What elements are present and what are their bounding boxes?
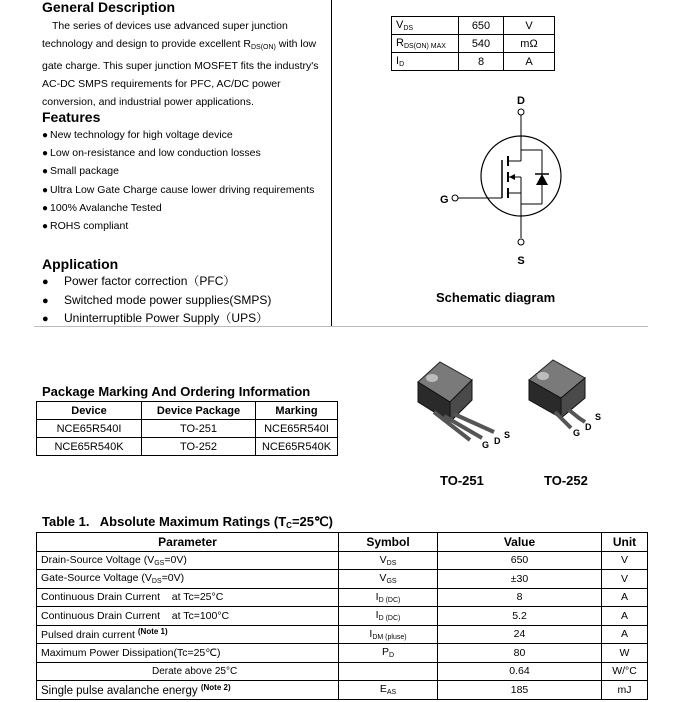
col-header: Device Package	[142, 402, 256, 420]
spec-value: 540	[459, 35, 504, 53]
ratings-table-title: Table 1. Absolute Maximum Ratings $(T_C=25℃)$	[42, 514, 333, 530]
feature-item: ● Ultra Low Gate Charge cause lower driving requirements	[42, 181, 314, 199]
spec-symbol: $R_{DS(ON) MAX}$	[392, 35, 459, 53]
unit-cell: A	[602, 588, 648, 607]
gate-label: G	[440, 194, 449, 206]
body-diode-icon	[536, 174, 548, 185]
param-cell: Maximum Power Dissipation(Tc=25℃)	[37, 644, 339, 663]
application-heading: Application	[42, 256, 119, 272]
value-cell: ±30	[438, 570, 602, 589]
application-item: ● Switched mode power supplies(SMPS)	[42, 292, 272, 307]
pin-d-label: D	[585, 422, 592, 432]
pin-s-label: S	[595, 412, 602, 422]
feature-item: ● 100% Avalanche Tested	[42, 199, 314, 217]
col-header: Unit	[602, 533, 648, 552]
feature-item: ● Small package	[42, 162, 314, 180]
table-row	[37, 607, 648, 626]
spec-unit: A	[504, 53, 555, 71]
pin-g-label: G	[482, 440, 490, 450]
spec-symbol: $I_D$	[392, 53, 459, 71]
to252-package-image	[525, 352, 625, 442]
unit-cell: W	[602, 644, 648, 663]
table-row	[37, 662, 648, 681]
application-item: ● Uninterruptible Power Supply（UPS）	[42, 311, 269, 325]
to251-package-image	[410, 352, 520, 452]
package-label-to252: TO-252	[544, 473, 588, 488]
symbol-cell: $P_D$	[339, 644, 438, 663]
symbol-cell: $V_{DS}$	[339, 551, 438, 570]
desc-line-5: conversion, and industrial power applications.	[42, 96, 254, 108]
desc-line-1: The series of devices use advanced super junction	[52, 20, 288, 32]
drain-label: D	[517, 95, 525, 107]
table-row	[37, 625, 648, 644]
absolute-maximum-ratings-table	[36, 532, 648, 700]
application-item: ● Power factor correction（PFC）	[42, 274, 236, 288]
pin-d-label: D	[494, 436, 501, 446]
table-row	[37, 438, 338, 456]
param-cell: Derate above 25°C	[37, 662, 339, 681]
ordering-table	[36, 401, 338, 456]
table-row	[37, 420, 338, 438]
spec-unit: mΩ	[504, 35, 555, 53]
schematic-caption: Schematic diagram	[436, 290, 556, 305]
value-cell: 185	[438, 681, 602, 700]
value-cell: 650	[438, 551, 602, 570]
pin-g-label: G	[573, 428, 581, 438]
table-cell: NCE65R540K	[256, 438, 338, 456]
symbol-cell	[339, 662, 438, 681]
mosfet-schematic	[420, 90, 620, 270]
table-row	[37, 570, 648, 589]
unit-cell: V	[602, 570, 648, 589]
param-cell: Pulsed drain current $^{(Note 1)}$	[37, 625, 339, 644]
desc-line-2: technology and design to provide excellent $R_{DS(ON)}$ with low	[42, 38, 317, 51]
col-header: Device	[37, 402, 142, 420]
features-list	[42, 126, 314, 235]
table-row	[37, 644, 648, 663]
table-row	[37, 551, 648, 570]
table-cell: TO-252	[142, 438, 256, 456]
feature-item: ● New technology for high voltage device	[42, 126, 314, 144]
table-cell: NCE65R540I	[37, 420, 142, 438]
param-cell: Gate-Source Voltage $(V_{DS}=0V)$	[37, 570, 339, 589]
ordering-heading: Package Marking And Ordering Information	[42, 384, 311, 399]
gate-terminal	[452, 195, 458, 201]
col-header: Parameter	[37, 533, 339, 552]
table-cell: TO-251	[142, 420, 256, 438]
param-cell: Continuous Drain Current at Tc=100°C	[37, 607, 339, 626]
features-heading: Features	[42, 109, 101, 125]
unit-cell: A	[602, 607, 648, 626]
param-cell: Continuous Drain Current at Tc=25°C	[37, 588, 339, 607]
col-header: Symbol	[339, 533, 438, 552]
spec-row	[392, 17, 555, 35]
desc-line-3: gate charge. This super junction MOSFET fits the industry's	[42, 60, 319, 72]
package-label-to251: TO-251	[440, 473, 484, 488]
key-spec-table	[391, 16, 555, 71]
symbol-cell: $I_{D (DC)}$	[339, 607, 438, 626]
value-cell: 5.2	[438, 607, 602, 626]
feature-item: ● ROHS compliant	[42, 217, 314, 235]
general-description-text	[42, 17, 325, 111]
source-terminal	[518, 239, 524, 245]
table-cell: NCE65R540I	[256, 420, 338, 438]
spec-unit: V	[504, 17, 555, 35]
value-cell: 8	[438, 588, 602, 607]
symbol-cell: $V_{GS}$	[339, 570, 438, 589]
unit-cell: mJ	[602, 681, 648, 700]
feature-item: ● Low on-resistance and low conduction losses	[42, 144, 314, 162]
column-divider	[331, 0, 332, 326]
spec-value: 8	[459, 53, 504, 71]
general-description-heading: General Description	[42, 0, 176, 15]
spec-value: 650	[459, 17, 504, 35]
value-cell: 80	[438, 644, 602, 663]
unit-cell: A	[602, 625, 648, 644]
spec-symbol: $V_{DS}$	[392, 17, 459, 35]
spec-row	[392, 35, 555, 53]
table-cell: NCE65R540K	[37, 438, 142, 456]
application-list	[42, 272, 271, 328]
section-divider	[34, 326, 648, 327]
pin-s-label: S	[504, 430, 511, 440]
symbol-cell: $I_{D (DC)}$	[339, 588, 438, 607]
ratings-header-row	[37, 533, 648, 552]
col-header: Value	[438, 533, 602, 552]
col-header: Marking	[256, 402, 338, 420]
desc-line-4: AC-DC SMPS requirements for PFC, AC/DC power	[42, 78, 281, 90]
unit-cell: W/°C	[602, 662, 648, 681]
value-cell: 24	[438, 625, 602, 644]
param-cell: Single pulse avalanche energy $^{(Note 2)}$	[37, 681, 339, 700]
unit-cell: V	[602, 551, 648, 570]
symbol-cell: $I_{DM (pluse)}$	[339, 625, 438, 644]
source-label: S	[517, 255, 525, 267]
ordering-header-row	[37, 402, 338, 420]
param-cell: Drain-Source Voltage $(V_{GS}=0V)$	[37, 551, 339, 570]
symbol-cell: $E_{AS}$	[339, 681, 438, 700]
value-cell: 0.64	[438, 662, 602, 681]
spec-row	[392, 53, 555, 71]
table-row	[37, 588, 648, 607]
table-row	[37, 681, 648, 700]
drain-terminal	[518, 109, 524, 115]
